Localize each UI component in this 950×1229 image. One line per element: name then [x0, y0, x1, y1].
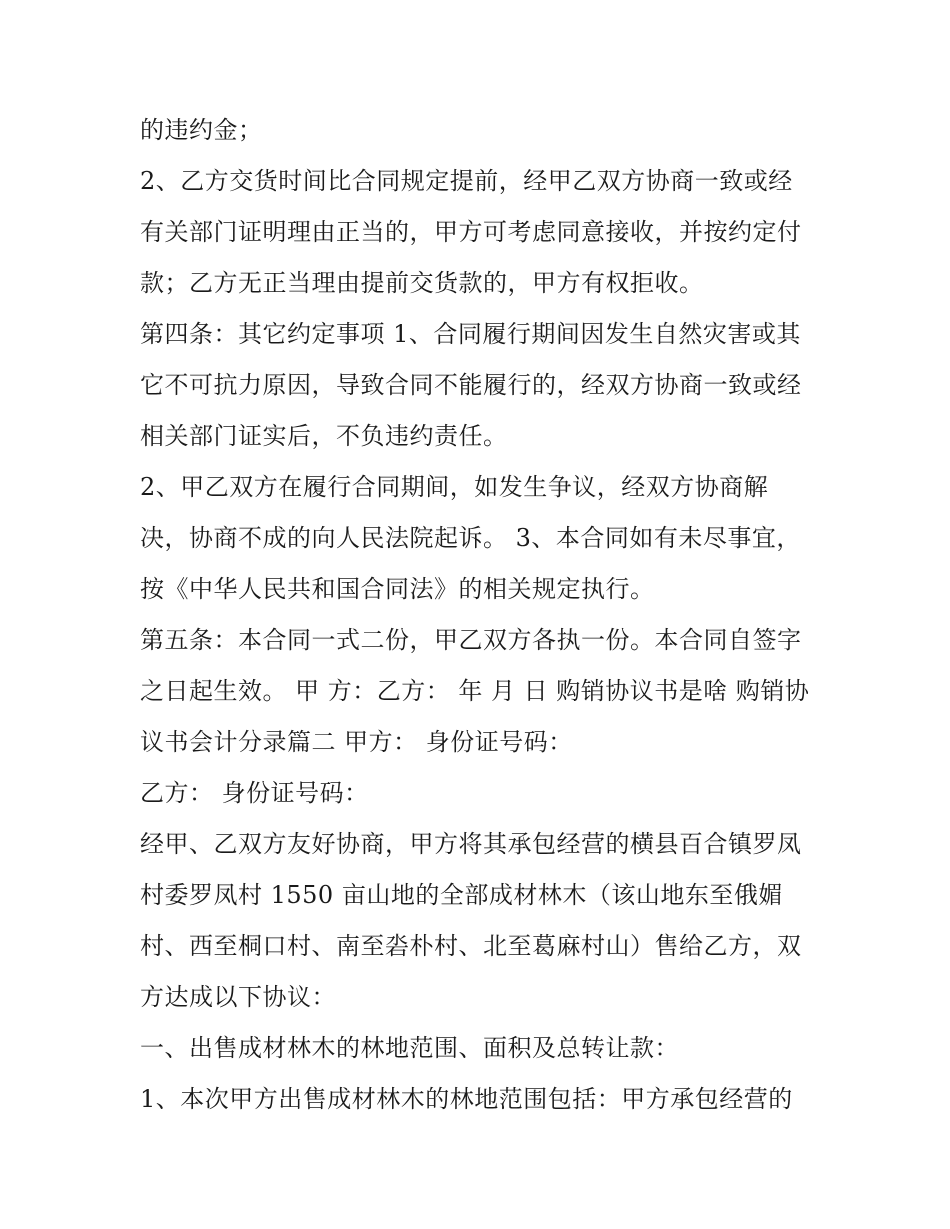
text-line: 款；乙方无正当理由提前交货款的，甲方有权拒收。 — [140, 269, 704, 297]
text-line: 议书会计分录篇二 甲方： 身份证号码： — [140, 728, 573, 756]
text-line: 乙方： 身份证号码： — [140, 779, 369, 807]
text-line: 它不可抗力原因，导致合同不能履行的，经双方协商一致或经 — [140, 371, 802, 399]
text-line: 第五条：本合同一式二份，甲乙双方各执一份。本合同自签字 — [140, 626, 802, 654]
contract-text-body — [140, 105, 830, 1125]
text-line: 之日起生效。 甲 方：乙方： 年 月 日 购销协议书是啥 购销协 — [140, 677, 810, 705]
text-line: 一、出售成材林木的林地范围、面积及总转让款： — [140, 1034, 679, 1062]
text-line: 第四条：其它约定事项 1、合同履行期间因发生自然灾害或其 — [140, 320, 801, 348]
text-line: 方达成以下协议： — [140, 983, 336, 1011]
text-line: 1、本次甲方出售成材林木的林地范围包括：甲方承包经营的 — [140, 1085, 793, 1113]
text-line: 2、甲乙双方在履行合同期间，如发生争议，经双方协商解 — [140, 473, 769, 501]
text-line: 2、乙方交货时间比合同规定提前，经甲乙双方协商一致或经 — [140, 167, 793, 195]
text-line: 按《中华人民共和国合同法》的相关规定执行。 — [140, 575, 655, 603]
text-line: 村、西至桐口村、南至沯朴村、北至葛麻村山）售给乙方，双 — [140, 932, 802, 960]
text-line: 相关部门证实后，不负违约责任。 — [140, 422, 508, 450]
text-line: 经甲、乙双方友好协商，甲方将其承包经营的横县百合镇罗凤 — [140, 830, 802, 858]
text-line: 有关部门证明理由正当的，甲方可考虑同意接收，并按约定付 — [140, 218, 802, 246]
text-line: 村委罗凤村 1550 亩山地的全部成材林木（该山地东至俄媚 — [140, 881, 783, 909]
text-line: 的违约金； — [140, 116, 263, 144]
text-line: 决，协商不成的向人民法院起诉。 3、本合同如有未尽事宜， — [140, 524, 801, 552]
